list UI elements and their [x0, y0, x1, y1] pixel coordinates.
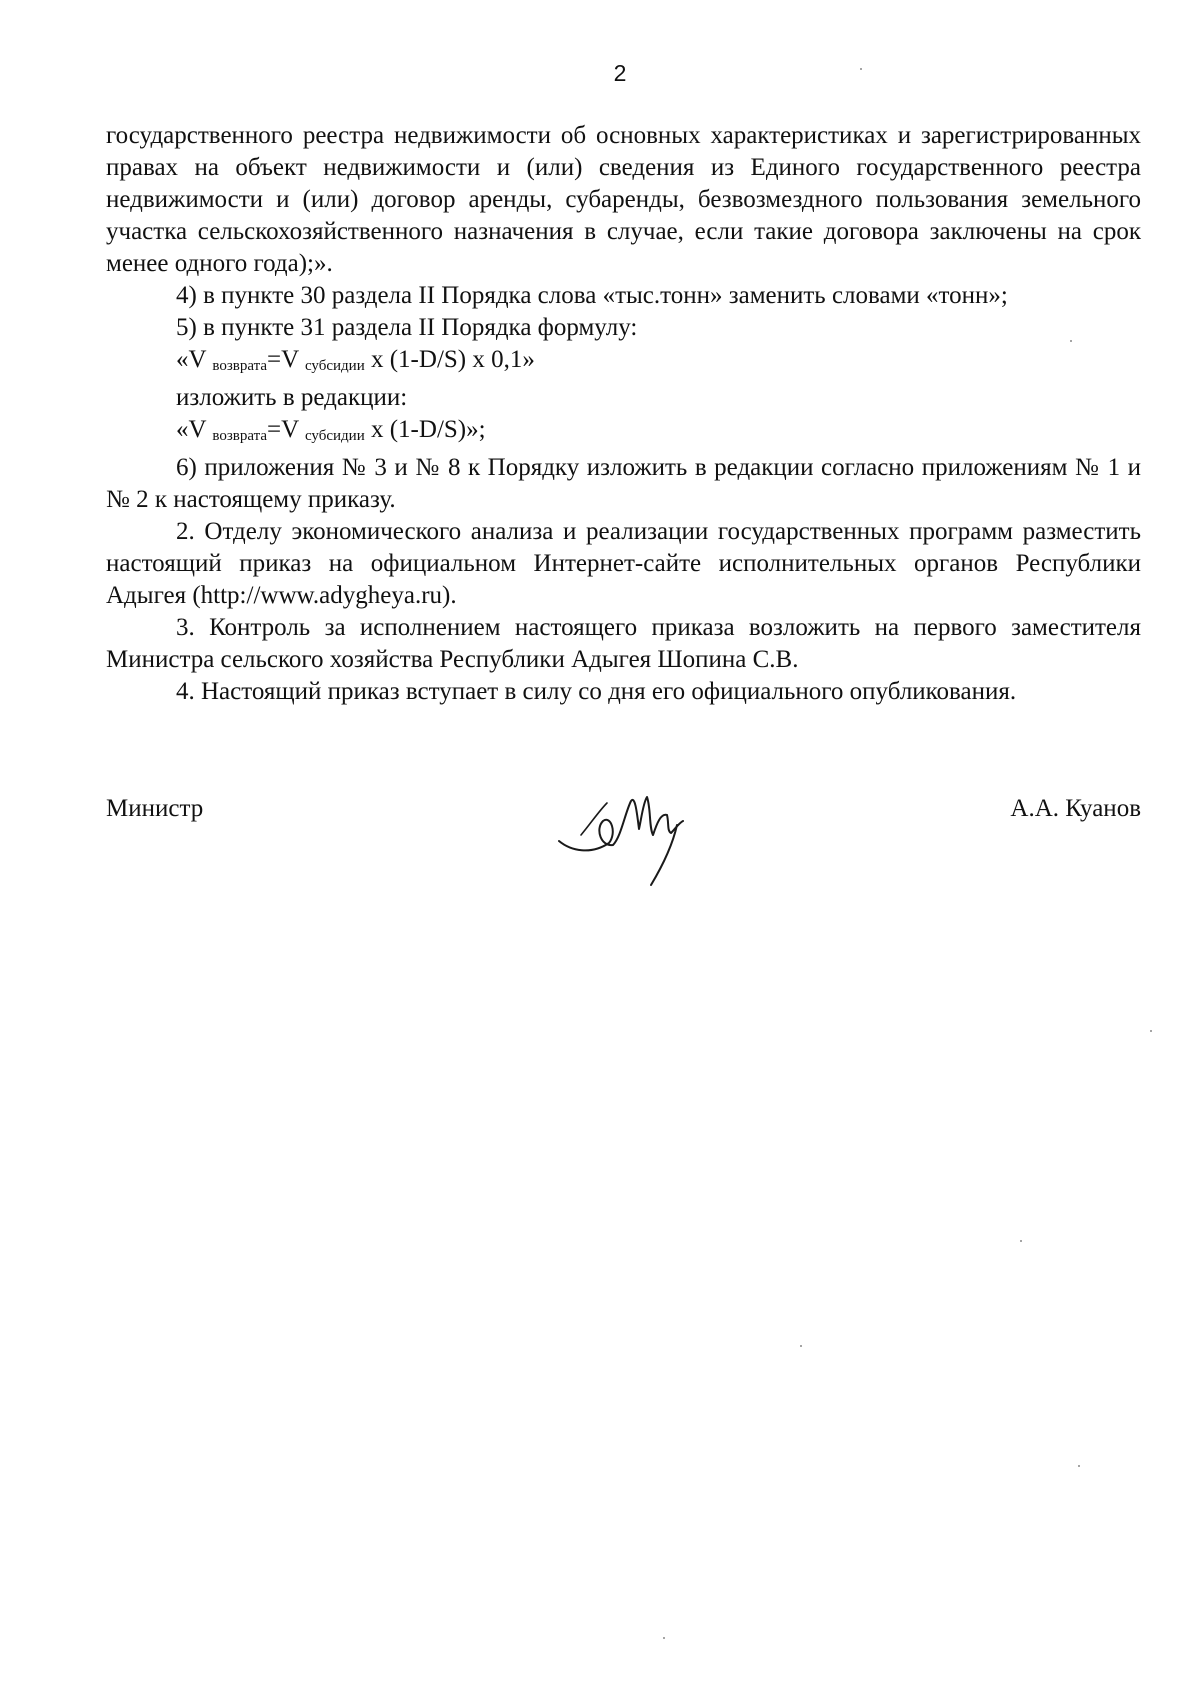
signatory-name: А.А. Куанов: [1010, 795, 1141, 822]
formula-old-tail: х (1-D/S) х 0,1»: [364, 346, 535, 373]
formula-old-sub-subsidy: субсидии: [304, 358, 365, 374]
scan-speck: [663, 1637, 665, 1639]
paragraph-restate: изложить в редакции:: [176, 384, 408, 411]
scan-speck: [1070, 340, 1072, 342]
paragraph-section-3: 3. Контроль за исполнением настоящего приказа возложить на первого заместителя Министра сельского хозяйства Республики Адыгея Шопина С.В.: [106, 614, 1141, 673]
formula-new-open: «V: [176, 416, 213, 443]
paragraph-item-6: 6) приложения № 3 и № 8 к Порядку изложить в редакции согласно приложениям № 1 и № 2 к настоящему приказу.: [106, 454, 1141, 513]
formula-old-open: «V: [176, 346, 213, 373]
paragraph-item-5: 5) в пункте 31 раздела II Порядка формулу:: [176, 314, 638, 341]
formula-old: [106, 344, 1141, 382]
formula-new-tail: х (1-D/S)»;: [364, 416, 486, 443]
signatory-title: Министр: [106, 795, 204, 822]
formula-new-sub-subsidy: субсидии: [304, 428, 365, 444]
formula-new-sub-return: возврата: [212, 428, 268, 444]
paragraph-continuation: государственного реестра недвижимости об основных характеристиках и зарегистрированных правах на объект недвижимости и (или) сведения из Единого государственного реестра недвижимости и (или) договор аренды, субаренды, безвозмездного пользования земельного участка сельскохозяйственного назначения в случае, если такие договора заключены на срок менее одного года);».: [106, 122, 1141, 277]
paragraph-item-4: 4) в пункте 30 раздела II Порядка слова «тыс.тонн» заменить словами «тонн»;: [176, 282, 1008, 309]
formula-old-sub-return: возврата: [212, 358, 268, 374]
handwritten-signature: [551, 773, 701, 893]
paragraph-section-2: 2. Отделу экономического анализа и реализации государственных программ разместить настоящий приказ на официальном Интернет-сайте исполнительных органов Республики Адыгея (http://www.adygheya.ru).: [106, 518, 1141, 609]
scan-speck: [1150, 1030, 1152, 1032]
signature-block: [106, 795, 1141, 905]
scan-speck: [1020, 1240, 1022, 1242]
formula-old-mid: =V: [267, 346, 305, 373]
formula-new-mid: =V: [267, 416, 305, 443]
paragraph-section-4: 4. Настоящий приказ вступает в силу со дня его официального опубликования.: [176, 678, 1017, 705]
formula-new: [106, 414, 1141, 452]
scan-speck: [800, 1345, 802, 1347]
document-body: [106, 120, 1141, 708]
scan-speck: [860, 68, 862, 70]
scan-speck: [1078, 1465, 1080, 1467]
page-number: 2: [613, 60, 627, 86]
